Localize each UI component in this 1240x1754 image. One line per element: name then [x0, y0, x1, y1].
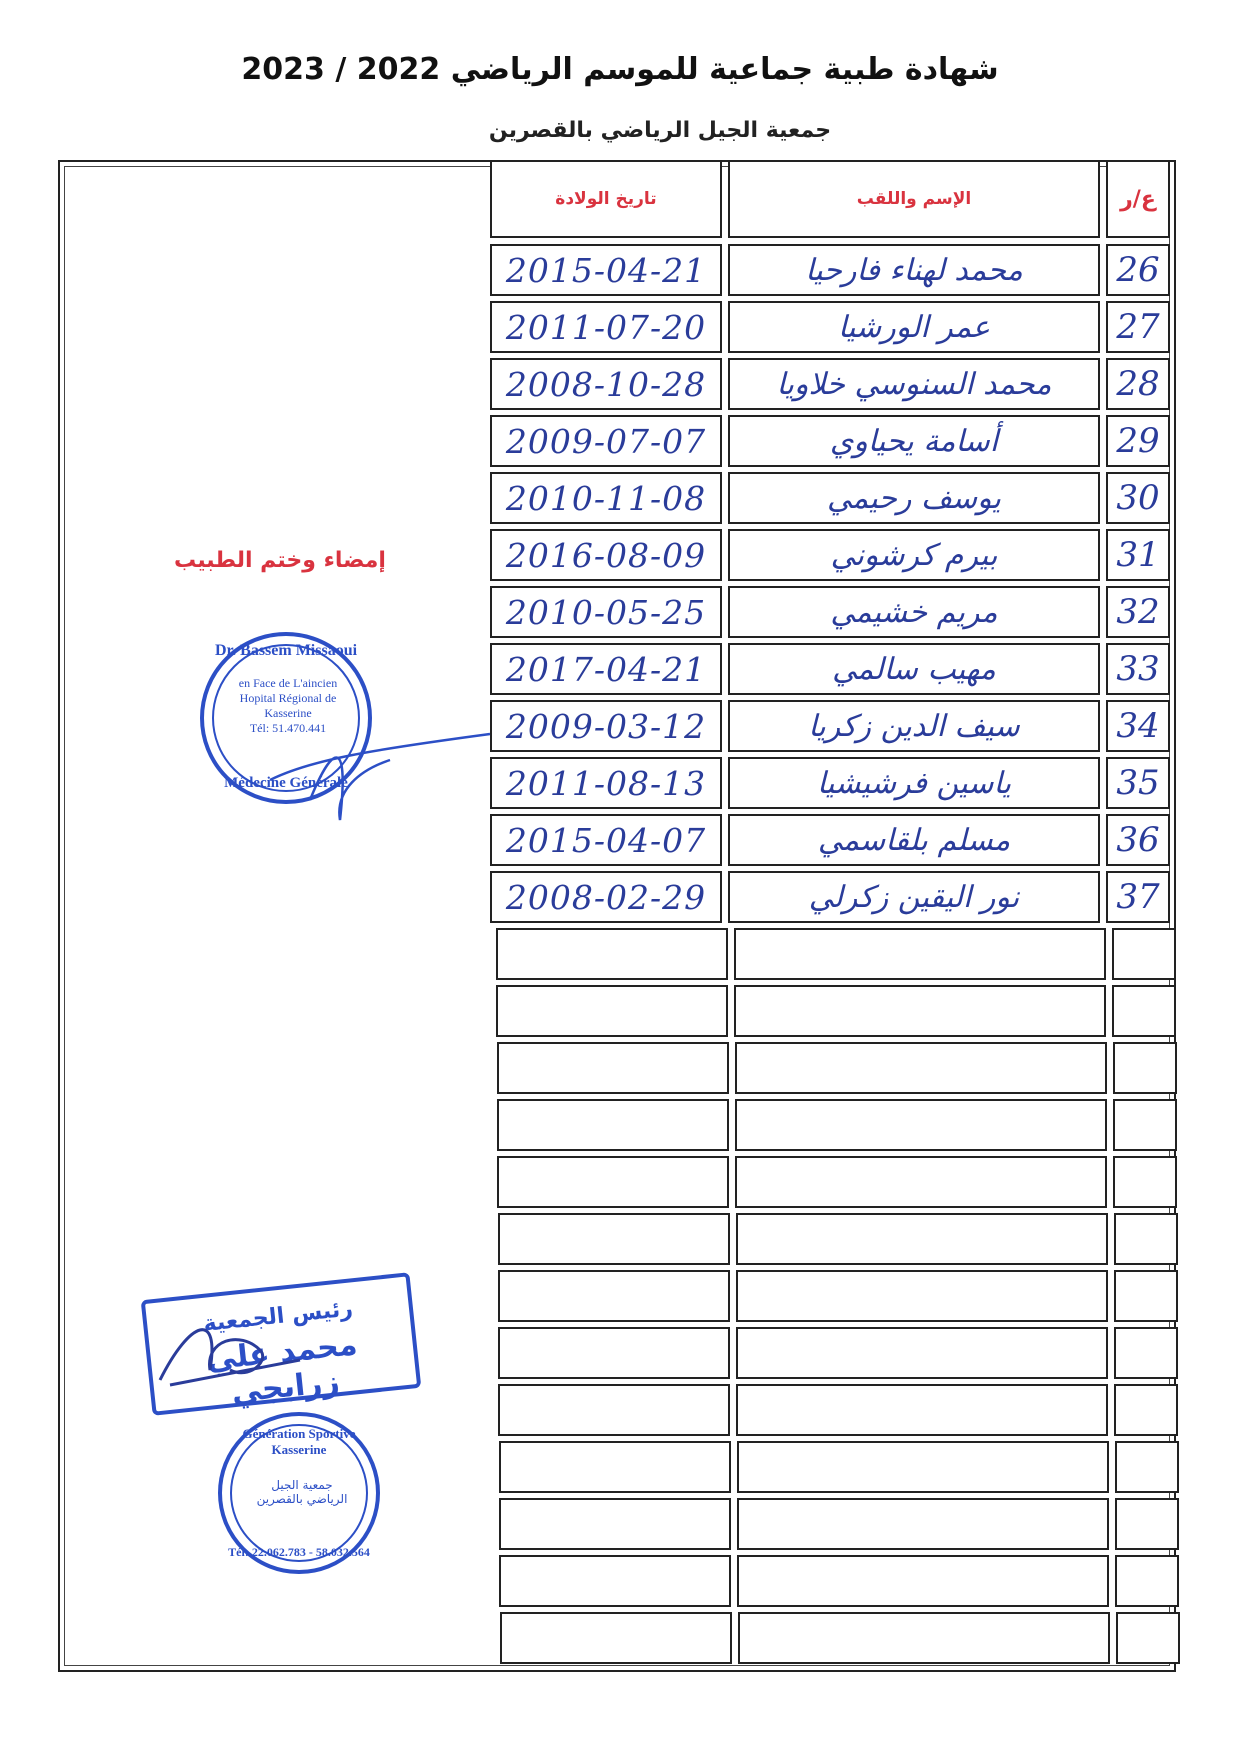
club-stamp-arabic: جمعية الجيل الرياضي بالقصرين	[256, 1478, 348, 1506]
birthdate-cell: 2008-10-28	[490, 358, 722, 410]
number-cell: 26	[1106, 244, 1170, 296]
table-row-empty	[498, 1270, 1180, 1322]
table-row-empty	[500, 1612, 1182, 1664]
table-row-empty	[497, 1156, 1179, 1208]
birthdate-cell	[498, 1270, 730, 1322]
doctor-signature	[250, 690, 510, 830]
number-cell: 33	[1106, 643, 1170, 695]
birthdate-cell	[497, 1042, 729, 1094]
birthdate-cell: 2011-07-20	[490, 301, 722, 353]
table-row-empty	[499, 1498, 1181, 1550]
table-header-row	[490, 160, 1172, 238]
name-cell: نور اليقين زكرلي	[728, 871, 1100, 923]
number-cell	[1112, 985, 1176, 1037]
table-row-empty	[496, 928, 1178, 980]
table-row-empty	[497, 1099, 1179, 1151]
birthdate-cell	[499, 1555, 731, 1607]
club-stamp	[218, 1412, 380, 1574]
birthdate-cell	[496, 985, 728, 1037]
name-cell: يوسف رحيمي	[728, 472, 1100, 524]
number-cell	[1113, 1099, 1177, 1151]
birthdate-cell	[500, 1612, 732, 1664]
table-row	[490, 700, 1172, 752]
table-row	[490, 814, 1172, 866]
number-cell	[1115, 1498, 1179, 1550]
name-cell: محمد السنوسي خلاويا	[728, 358, 1100, 410]
doctor-stamp-specialty: Médecine Générale	[224, 775, 348, 791]
table-row	[490, 415, 1172, 467]
name-cell	[736, 1384, 1108, 1436]
name-cell	[734, 985, 1106, 1037]
name-cell	[734, 928, 1106, 980]
name-cell	[738, 1612, 1110, 1664]
birthdate-cell: 2015-04-07	[490, 814, 722, 866]
number-cell: 35	[1106, 757, 1170, 809]
birthdate-cell: 2010-11-08	[490, 472, 722, 524]
birthdate-cell	[498, 1213, 730, 1265]
number-cell	[1115, 1555, 1179, 1607]
number-cell: 34	[1106, 700, 1170, 752]
table-row-empty	[498, 1327, 1180, 1379]
number-cell: 36	[1106, 814, 1170, 866]
number-cell	[1116, 1612, 1180, 1664]
birthdate-cell: 2011-08-13	[490, 757, 722, 809]
president-name: محمد علي زرابجي	[204, 1327, 359, 1411]
name-cell: مهيب سالمي	[728, 643, 1100, 695]
name-cell: مريم خشيمي	[728, 586, 1100, 638]
table-row-empty	[497, 1042, 1179, 1094]
number-cell: 32	[1106, 586, 1170, 638]
number-cell	[1115, 1441, 1179, 1493]
birthdate-cell: 2009-03-12	[490, 700, 722, 752]
number-cell: 37	[1106, 871, 1170, 923]
doctor-signature-label: إمضاء وختم الطبيب	[174, 548, 386, 573]
birthdate-cell	[497, 1099, 729, 1151]
table-row	[490, 358, 1172, 410]
birthdate-cell: 2010-05-25	[490, 586, 722, 638]
name-cell: أسامة يحياوي	[728, 415, 1100, 467]
name-cell	[737, 1555, 1109, 1607]
table-row-empty	[499, 1441, 1181, 1493]
birthdate-cell: 2015-04-21	[490, 244, 722, 296]
club-stamp-phone: Tél: 22.062.783 - 58.032.564	[228, 1545, 370, 1559]
name-cell: ياسين فرشيشيا	[728, 757, 1100, 809]
president-title: رئيس الجمعية	[202, 1296, 354, 1337]
number-cell: 29	[1106, 415, 1170, 467]
name-cell	[737, 1441, 1109, 1493]
name-cell	[735, 1156, 1107, 1208]
table-row	[490, 871, 1172, 923]
birthdate-cell	[499, 1441, 731, 1493]
name-cell	[736, 1270, 1108, 1322]
name-cell	[736, 1213, 1108, 1265]
name-cell: مسلم بلقاسمي	[728, 814, 1100, 866]
number-cell	[1114, 1213, 1178, 1265]
number-cell: 31	[1106, 529, 1170, 581]
column-header-birthdate: تاريخ الولادة	[490, 160, 722, 238]
table-row	[490, 586, 1172, 638]
birthdate-cell	[498, 1327, 730, 1379]
table-row	[490, 472, 1172, 524]
birthdate-cell: 2016-08-09	[490, 529, 722, 581]
birthdate-cell: 2009-07-07	[490, 415, 722, 467]
name-cell	[736, 1327, 1108, 1379]
president-signature	[150, 1300, 310, 1400]
column-header-number: ع/ر	[1106, 160, 1170, 238]
name-cell	[737, 1498, 1109, 1550]
number-cell	[1113, 1156, 1177, 1208]
name-cell	[735, 1042, 1107, 1094]
table-row-empty	[498, 1213, 1180, 1265]
number-cell	[1114, 1384, 1178, 1436]
table-row	[490, 757, 1172, 809]
number-cell	[1114, 1327, 1178, 1379]
table-row	[490, 244, 1172, 296]
column-header-name: الإسم واللقب	[728, 160, 1100, 238]
name-cell: محمد لهناء فارحيا	[728, 244, 1100, 296]
number-cell: 27	[1106, 301, 1170, 353]
page-subtitle: جمعية الجيل الرياضي بالقصرين	[488, 118, 832, 143]
name-cell: عمر الورشيا	[728, 301, 1100, 353]
club-stamp-name: Génération Sportive Kasserine	[242, 1426, 356, 1457]
doctor-stamp-address: en Face de L'aincien Hopital Régional de Kasserine Tél: 51.470.441	[238, 676, 338, 735]
table-row-empty	[499, 1555, 1181, 1607]
birthdate-cell	[497, 1156, 729, 1208]
number-cell: 30	[1106, 472, 1170, 524]
birthdate-cell: 2017-04-21	[490, 643, 722, 695]
name-cell	[735, 1099, 1107, 1151]
birthdate-cell	[498, 1384, 730, 1436]
doctor-stamp-name: Dr. Bassem Missaoui	[214, 642, 358, 659]
number-cell	[1113, 1042, 1177, 1094]
table-row-empty	[498, 1384, 1180, 1436]
birthdate-cell	[499, 1498, 731, 1550]
number-cell	[1112, 928, 1176, 980]
birthdate-cell: 2008-02-29	[490, 871, 722, 923]
table-row	[490, 643, 1172, 695]
name-cell: سيف الدين زكريا	[728, 700, 1100, 752]
table-row	[490, 301, 1172, 353]
page-title: شهادة طبية جماعية للموسم الرياضي 2022 / 2023	[241, 52, 999, 87]
number-cell	[1114, 1270, 1178, 1322]
name-cell: بيرم كرشوني	[728, 529, 1100, 581]
number-cell: 28	[1106, 358, 1170, 410]
table-row	[490, 529, 1172, 581]
table-row-empty	[496, 985, 1178, 1037]
birthdate-cell	[496, 928, 728, 980]
